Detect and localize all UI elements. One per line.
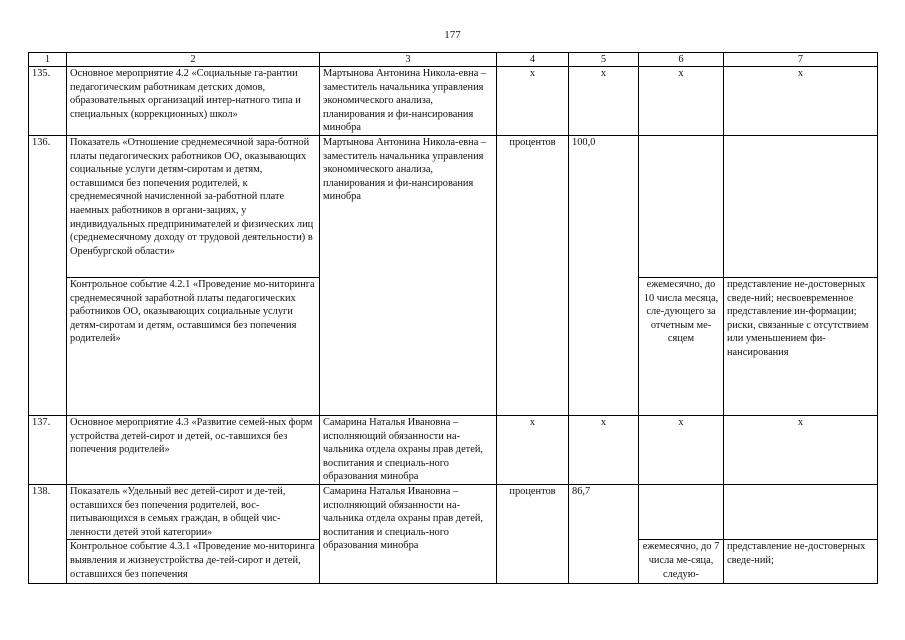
row-col-5: х — [569, 415, 639, 484]
row-col-5: х — [569, 67, 639, 136]
header-col-7: 7 — [724, 53, 878, 67]
header-col-3: 3 — [320, 53, 497, 67]
row-description: Показатель «Отношение среднемесячной зара-ботной платы педагогических работников ОО, оказывающих социальные услуги детям-сиротам и детям, оставшимся без попечения родителей, к среднемесячной начисленной за-работной плате наемных работников в органи-зациях, у индивидуальных предпринимателей и физических лиц (среднемесячному доходу от трудовой деятельности) в Оренбургской области» — [67, 135, 320, 277]
row-description: Основное мероприятие 4.3 «Развитие семей-ных форм устройства детей-сирот и детей, ос-тавшихся без попечения родителей» — [67, 415, 320, 484]
plan-table — [28, 52, 878, 584]
row-number: 138. — [29, 484, 67, 583]
row-unit: процентов — [497, 484, 569, 583]
table-row-137 — [29, 415, 878, 484]
event-risks: представление не-достоверных сведе-ний; — [724, 540, 878, 584]
event-description: Контрольное событие 4.2.1 «Проведение мо-ниторинга среднемесячной заработной платы педагогических работников ОО, оказывающих социальные услуги детям-сиротам и детям, оставшимся без попечения родителей» — [67, 277, 320, 415]
table-row-136 — [29, 135, 878, 277]
event-description: Контрольное событие 4.3.1 «Проведение мо-ниторинга выявления и жизнеустройства де-тей-сирот и детей, оставшихся без попечения — [67, 540, 320, 584]
table-row-135 — [29, 67, 878, 136]
row-col-7-empty — [724, 484, 878, 539]
header-row — [29, 53, 878, 67]
row-responsible: Самарина Наталья Ивановна – исполняющий обязанности на-чальника отдела охраны прав детей, воспитания и специаль-ного образования минобра — [320, 415, 497, 484]
row-description: Показатель «Удельный вес детей-сирот и де-тей, оставшихся без попечения родителей, вос-питывающихся в семьях граждан, в общей чис-ленности детей этой категории» — [67, 484, 320, 539]
row-number: 137. — [29, 415, 67, 484]
row-col-7: х — [724, 67, 878, 136]
header-col-2: 2 — [67, 53, 320, 67]
header-col-4: 4 — [497, 53, 569, 67]
row-col-6: х — [639, 67, 724, 136]
row-responsible: Мартынова Антонина Никола-евна – заместитель начальника управления экономического анализа, планирования и фи-нансирования минобра — [320, 135, 497, 415]
event-risks: представление не-достоверных сведе-ний; несвоевременное представление ин-формации; риски, связанные с отсутствием или уменьшением фи-нансирования — [724, 277, 878, 415]
header-col-6: 6 — [639, 53, 724, 67]
row-number: 136. — [29, 135, 67, 415]
row-responsible: Мартынова Антонина Никола-евна – заместитель начальника управления экономического анализа, планирования и фи-нансирования минобра — [320, 67, 497, 136]
row-value: 100,0 — [569, 135, 639, 415]
table-row-138 — [29, 484, 878, 539]
page-number: 177 — [444, 29, 461, 41]
event-term: ежемесячно, до 10 числа месяца, сле-дующего за отчетным ме-сяцем — [639, 277, 724, 415]
row-col-4: х — [497, 67, 569, 136]
row-col-7-empty — [724, 135, 878, 277]
row-col-6-empty — [639, 484, 724, 539]
row-value: 86,7 — [569, 484, 639, 583]
row-number: 135. — [29, 67, 67, 136]
row-col-6-empty — [639, 135, 724, 277]
header-col-1: 1 — [29, 53, 67, 67]
row-col-7: х — [724, 415, 878, 484]
row-col-6: х — [639, 415, 724, 484]
row-unit: процентов — [497, 135, 569, 415]
row-col-4: х — [497, 415, 569, 484]
event-term: ежемесячно, до 7 числа ме-сяца, следую- — [639, 540, 724, 584]
header-col-5: 5 — [569, 53, 639, 67]
row-responsible: Самарина Наталья Ивановна – исполняющий обязанности на-чальника отдела охраны прав детей, воспитания и специаль-ного образования минобра — [320, 484, 497, 583]
row-description: Основное мероприятие 4.2 «Социальные га-рантии педагогическим работникам детских домов, образовательных организаций интер-натного типа и специальных (коррекционных) школ» — [67, 67, 320, 136]
